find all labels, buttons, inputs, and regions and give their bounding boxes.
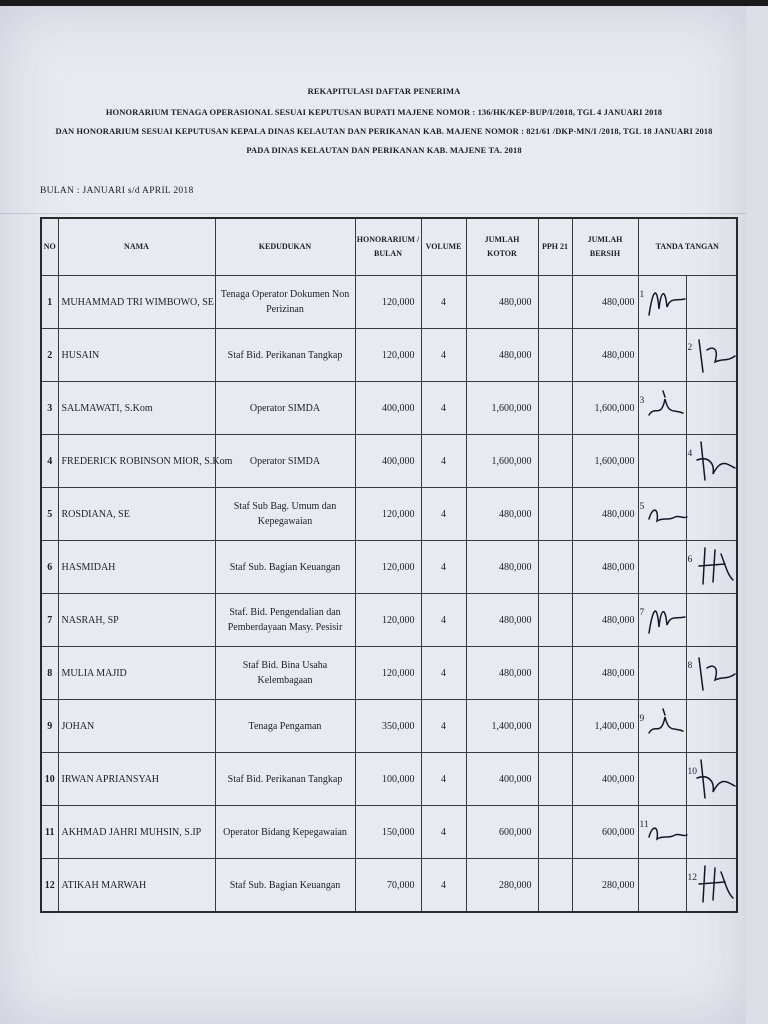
pph21-value	[538, 859, 572, 913]
net-amount: 1,600,000	[572, 435, 638, 488]
honorarium-per-month: 120,000	[355, 488, 421, 541]
recipient-position: Operator SIMDA	[215, 382, 355, 435]
signature-number: 1	[639, 290, 645, 300]
signature-cell-left	[638, 488, 686, 541]
row-number: 9	[41, 700, 58, 753]
recipient-position: Staf Bid. Perikanan Tangkap	[215, 753, 355, 806]
table-row	[41, 753, 737, 806]
honorarium-per-month: 120,000	[355, 647, 421, 700]
recipient-name: JOHAN	[58, 700, 215, 753]
pph21-value	[538, 594, 572, 647]
table-row	[41, 382, 737, 435]
net-amount: 480,000	[572, 276, 638, 329]
doc-subtitle-2: DAN HONORARIUM SESUAI KEPUTUSAN KEPALA DINAS KELAUTAN DAN PERIKANAN KAB. MAJENE NOMOR : 821/61 /DKP-MN/I /2018, TGL 18 JANUARI 2018	[55, 126, 713, 136]
recipient-position: Operator SIMDA	[215, 435, 355, 488]
handwritten-signature	[645, 597, 689, 643]
table-row	[41, 859, 737, 913]
recipient-position: Tenaga Operator Dokumen Non Perizinan	[215, 276, 355, 329]
signature-number: 5	[639, 502, 645, 512]
table-row	[41, 329, 737, 382]
net-amount: 480,000	[572, 647, 638, 700]
recipient-position: Operator Bidang Kepegawaian	[215, 806, 355, 859]
net-amount: 400,000	[572, 753, 638, 806]
row-number: 5	[41, 488, 58, 541]
col-kedudukan: KEDUDUKAN	[215, 218, 355, 276]
col-no: NO	[41, 218, 58, 276]
recipient-position: Staf Sub Bag. Umum dan Kepegawaian	[215, 488, 355, 541]
signature-cell-left	[638, 700, 686, 753]
col-honorarium: HONORARIUM / BULAN	[355, 218, 421, 276]
table-row	[41, 700, 737, 753]
signature-cell-left	[638, 647, 686, 700]
honorarium-per-month: 350,000	[355, 700, 421, 753]
table-row	[41, 435, 737, 488]
volume-value: 4	[421, 329, 466, 382]
paper-fold-line	[0, 213, 746, 214]
pph21-value	[538, 382, 572, 435]
recipient-position: Staf. Bid. Pengendalian dan Pemberdayaan Masy. Pesisir	[215, 594, 355, 647]
col-jumlah-kotor: JUMLAH KOTOR	[466, 218, 538, 276]
handwritten-signature	[645, 491, 689, 537]
row-number: 6	[41, 541, 58, 594]
handwritten-signature	[693, 544, 737, 590]
gross-amount: 480,000	[466, 329, 538, 382]
gross-amount: 400,000	[466, 753, 538, 806]
col-tanda-tangan: TANDA TANGAN	[638, 218, 737, 276]
signature-cell-left	[638, 806, 686, 859]
honorarium-per-month: 120,000	[355, 594, 421, 647]
signature-number: 4	[687, 449, 693, 459]
table-row	[41, 541, 737, 594]
signature-cell-left	[638, 594, 686, 647]
pph21-value	[538, 647, 572, 700]
row-number: 7	[41, 594, 58, 647]
honorarium-per-month: 120,000	[355, 329, 421, 382]
net-amount: 1,600,000	[572, 382, 638, 435]
recipient-name: ATIKAH MARWAH	[58, 859, 215, 913]
pph21-value	[538, 753, 572, 806]
net-amount: 600,000	[572, 806, 638, 859]
signature-cell-right	[686, 647, 737, 700]
honorarium-per-month: 120,000	[355, 541, 421, 594]
signature-number: 7	[639, 608, 645, 618]
volume-value: 4	[421, 435, 466, 488]
net-amount: 480,000	[572, 594, 638, 647]
recipient-name: AKHMAD JAHRI MUHSIN, S.IP	[58, 806, 215, 859]
row-number: 10	[41, 753, 58, 806]
recipient-position: Staf Bid. Bina Usaha Kelembagaan	[215, 647, 355, 700]
col-nama: NAMA	[58, 218, 215, 276]
table-header-row	[41, 218, 737, 276]
gross-amount: 1,400,000	[466, 700, 538, 753]
volume-value: 4	[421, 753, 466, 806]
signature-cell-right	[686, 488, 737, 541]
volume-value: 4	[421, 859, 466, 913]
recipient-name: FREDERICK ROBINSON MIOR, S.Kom	[58, 435, 215, 488]
gross-amount: 480,000	[466, 594, 538, 647]
gross-amount: 280,000	[466, 859, 538, 913]
signature-cell-left	[638, 541, 686, 594]
row-number: 1	[41, 276, 58, 329]
table-row	[41, 806, 737, 859]
signature-cell-left	[638, 753, 686, 806]
col-volume: VOLUME	[421, 218, 466, 276]
signature-number: 3	[639, 396, 645, 406]
honorarium-per-month: 400,000	[355, 435, 421, 488]
handwritten-signature	[693, 650, 737, 696]
table-row	[41, 594, 737, 647]
handwritten-signature	[693, 862, 737, 908]
recipient-name: HUSAIN	[58, 329, 215, 382]
recipient-position: Tenaga Pengaman	[215, 700, 355, 753]
document-sheet	[0, 6, 746, 1024]
gross-amount: 480,000	[466, 647, 538, 700]
table-row	[41, 488, 737, 541]
volume-value: 4	[421, 488, 466, 541]
honorarium-per-month: 150,000	[355, 806, 421, 859]
volume-value: 4	[421, 806, 466, 859]
gross-amount: 1,600,000	[466, 382, 538, 435]
recipient-position: Staf Sub. Bagian Keuangan	[215, 541, 355, 594]
pph21-value	[538, 435, 572, 488]
signature-cell-left	[638, 859, 686, 913]
handwritten-signature	[645, 809, 689, 855]
recipient-table	[40, 217, 738, 913]
net-amount: 1,400,000	[572, 700, 638, 753]
volume-value: 4	[421, 382, 466, 435]
doc-title: REKAPITULASI DAFTAR PENERIMA	[307, 86, 461, 96]
pph21-value	[538, 700, 572, 753]
handwritten-signature	[645, 703, 689, 749]
signature-cell-right	[686, 541, 737, 594]
recipient-name: SALMAWATI, S.Kom	[58, 382, 215, 435]
signature-cell-right	[686, 859, 737, 913]
volume-value: 4	[421, 700, 466, 753]
recipient-name: NASRAH, SP	[58, 594, 215, 647]
gross-amount: 600,000	[466, 806, 538, 859]
col-pph21: PPH 21	[538, 218, 572, 276]
signature-number: 6	[687, 555, 693, 565]
gross-amount: 480,000	[466, 276, 538, 329]
period-label: BULAN : JANUARI s/d APRIL 2018	[40, 186, 194, 196]
recipient-position: Staf Sub. Bagian Keuangan	[215, 859, 355, 913]
honorarium-per-month: 120,000	[355, 276, 421, 329]
pph21-value	[538, 806, 572, 859]
handwritten-signature	[693, 756, 737, 802]
signature-cell-left	[638, 435, 686, 488]
signature-number: 10	[687, 767, 697, 777]
signature-cell-left	[638, 276, 686, 329]
col-jumlah-bersih: JUMLAH BERSIH	[572, 218, 638, 276]
volume-value: 4	[421, 276, 466, 329]
handwritten-signature	[645, 385, 689, 431]
table-row	[41, 647, 737, 700]
handwritten-signature	[693, 332, 737, 378]
signature-cell-right	[686, 753, 737, 806]
table-row	[41, 276, 737, 329]
row-number: 2	[41, 329, 58, 382]
handwritten-signature	[645, 279, 689, 325]
signature-cell-right	[686, 700, 737, 753]
pph21-value	[538, 276, 572, 329]
honorarium-per-month: 70,000	[355, 859, 421, 913]
recipient-name: IRWAN APRIANSYAH	[58, 753, 215, 806]
row-number: 4	[41, 435, 58, 488]
gross-amount: 480,000	[466, 488, 538, 541]
signature-number: 12	[687, 873, 697, 883]
honorarium-per-month: 100,000	[355, 753, 421, 806]
net-amount: 480,000	[572, 541, 638, 594]
row-number: 11	[41, 806, 58, 859]
recipient-name: HASMIDAH	[58, 541, 215, 594]
signature-cell-right	[686, 594, 737, 647]
gross-amount: 1,600,000	[466, 435, 538, 488]
signature-number: 11	[639, 820, 649, 830]
volume-value: 4	[421, 594, 466, 647]
row-number: 12	[41, 859, 58, 913]
handwritten-signature	[693, 438, 737, 484]
pph21-value	[538, 541, 572, 594]
gross-amount: 480,000	[466, 541, 538, 594]
signature-cell-right	[686, 382, 737, 435]
signature-number: 2	[687, 343, 693, 353]
signature-cell-right	[686, 435, 737, 488]
signature-cell-right	[686, 806, 737, 859]
signature-cell-left	[638, 329, 686, 382]
recipient-position: Staf Bid. Perikanan Tangkap	[215, 329, 355, 382]
doc-subtitle-3: PADA DINAS KELAUTAN DAN PERIKANAN KAB. MAJENE TA. 2018	[246, 145, 522, 155]
row-number: 8	[41, 647, 58, 700]
signature-number: 8	[687, 661, 693, 671]
honorarium-per-month: 400,000	[355, 382, 421, 435]
signature-cell-right	[686, 276, 737, 329]
net-amount: 480,000	[572, 488, 638, 541]
recipient-name: MUHAMMAD TRI WIMBOWO, SE	[58, 276, 215, 329]
net-amount: 280,000	[572, 859, 638, 913]
doc-subtitle-1: HONORARIUM TENAGA OPERASIONAL SESUAI KEPUTUSAN BUPATI MAJENE NOMOR : 136/HK/KEP-BUP/I/2018, TGL 4 JANUARI 2018	[105, 107, 663, 117]
recipient-name: MULIA MAJID	[58, 647, 215, 700]
recipient-name: ROSDIANA, SE	[58, 488, 215, 541]
volume-value: 4	[421, 541, 466, 594]
signature-cell-right	[686, 329, 737, 382]
pph21-value	[538, 488, 572, 541]
volume-value: 4	[421, 647, 466, 700]
row-number: 3	[41, 382, 58, 435]
signature-number: 9	[639, 714, 645, 724]
pph21-value	[538, 329, 572, 382]
signature-cell-left	[638, 382, 686, 435]
net-amount: 480,000	[572, 329, 638, 382]
